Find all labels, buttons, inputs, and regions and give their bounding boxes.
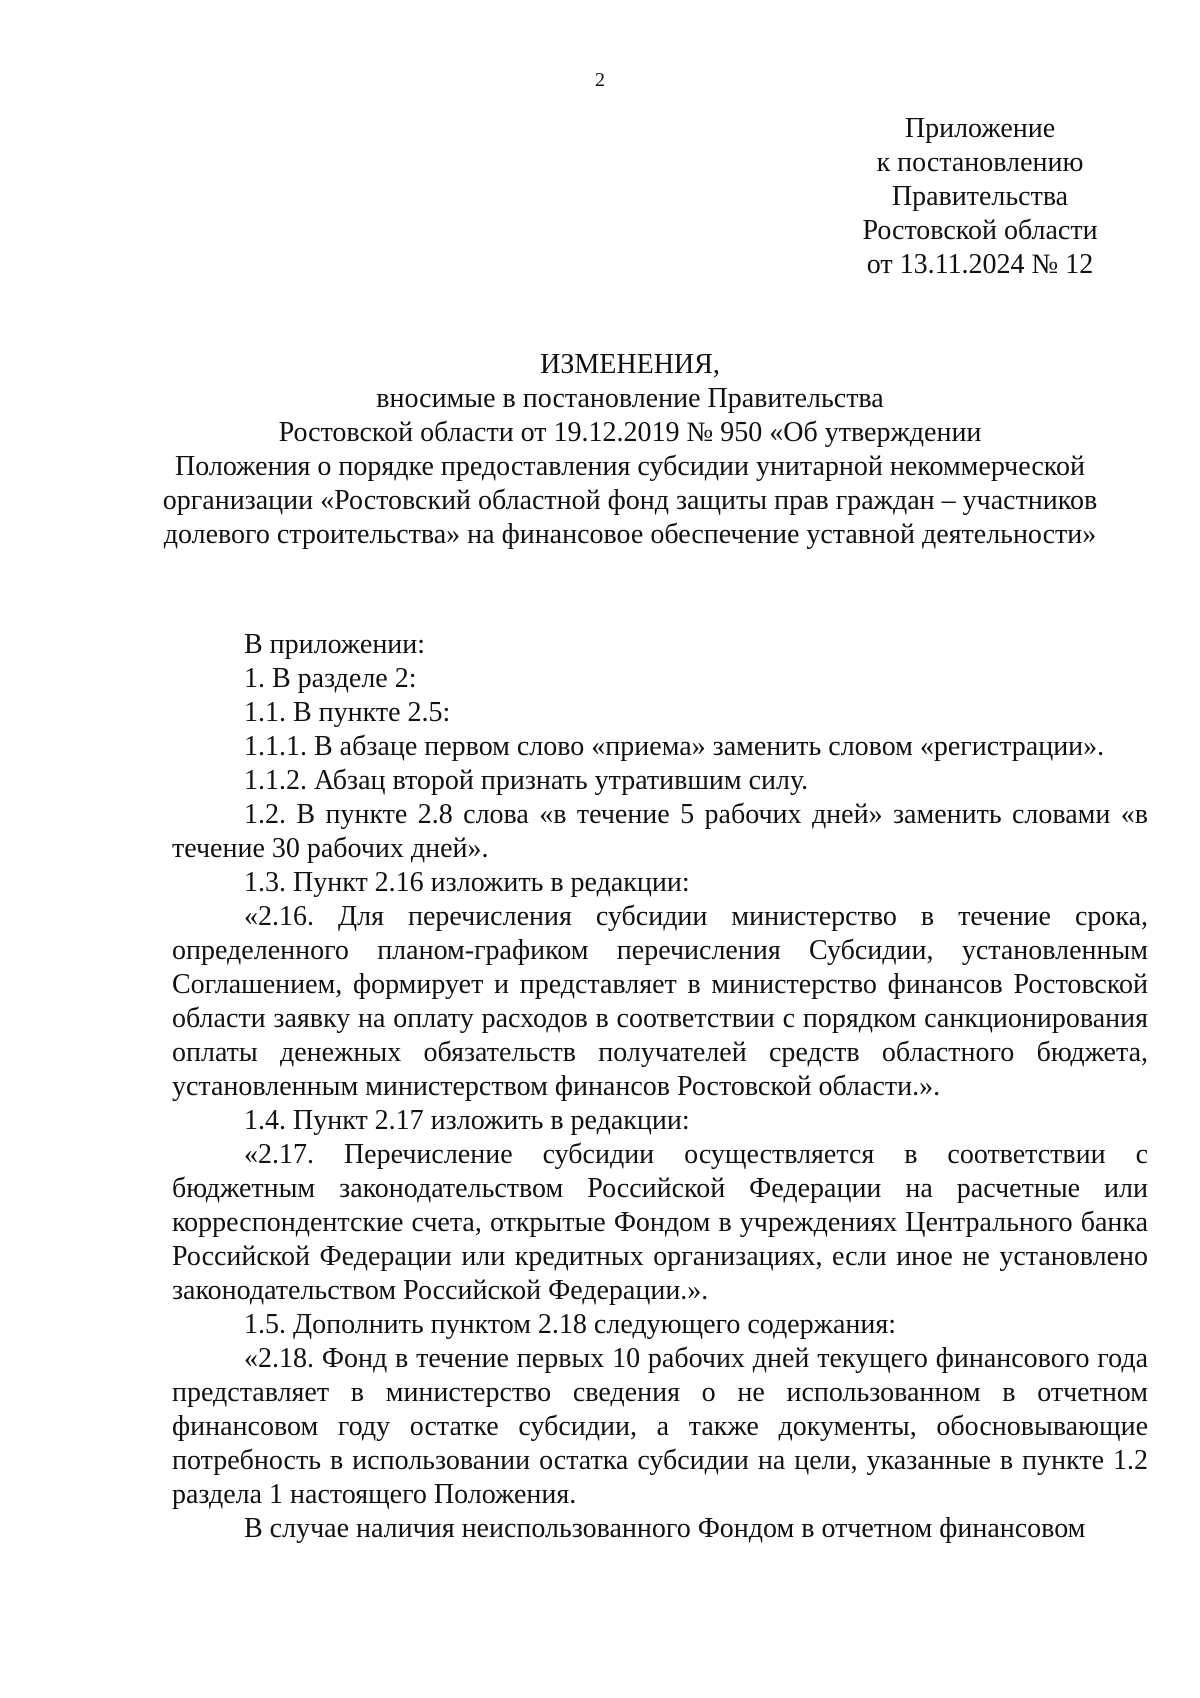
appendix-line: Приложение <box>904 113 1056 144</box>
body-paragraph: 1.5. Дополнить пунктом 2.18 следующего содержания: <box>244 1309 897 1340</box>
appendix-line: Правительства <box>891 181 1069 212</box>
body-paragraph: 1.4. Пункт 2.17 изложить в редакции: <box>244 1105 690 1136</box>
document-body <box>172 628 1148 1546</box>
body-paragraph: 1.1.1. В абзаце первом слово «приема» заменить словом «регистрации». <box>244 731 1105 762</box>
title-line: Положения о порядке предоставления субсидии унитарной некоммерческой <box>175 451 1085 482</box>
body-paragraph: 1.3. Пункт 2.16 изложить в редакции: <box>244 867 690 898</box>
body-paragraph: 1.1. В пункте 2.5: <box>244 697 451 728</box>
body-paragraph: 1.1.2. Абзац второй признать утратившим силу. <box>244 765 809 796</box>
body-paragraph: «2.16. Для перечисления субсидии министерство в течение срока, определенного планом-графиком перечисления Субсидии, установленным Соглашением, формирует и представляет в министерство финансов Ростовской области заявку на оплату расходов в соответствии с порядком санкционирования оплаты денежных обязательств получателей средств областного бюджета, установленным министерством финансов Ростовской области.». <box>172 901 1148 1102</box>
appendix-line: от 13.11.2024 № 12 <box>866 249 1094 280</box>
document-title <box>140 348 1120 552</box>
body-paragraph: В случае наличия неиспользованного Фондом в отчетном финансовом <box>244 1513 1086 1544</box>
appendix-line: Ростовской области <box>862 215 1098 246</box>
body-paragraph: «2.17. Перечисление субсидии осуществляется в соответствии с бюджетным законодательством Российской Федерации на расчетные или корреспондентские счета, открытые Фондом в учреждениях Центрального банка Российской Федерации или кредитных организациях, если иное не установлено законодательством Российской Федерации.». <box>172 1139 1148 1306</box>
body-paragraph: В приложении: <box>244 629 426 660</box>
title-heading: ИЗМЕНЕНИЯ, <box>540 349 720 380</box>
title-line: организации «Ростовский областной фонд защиты прав граждан – участников <box>162 485 1098 516</box>
title-line: Ростовской области от 19.12.2019 № 950 «Об утверждении <box>278 417 982 448</box>
body-paragraph: «2.18. Фонд в течение первых 10 рабочих дней текущего финансового года представляет в министерство сведения о не использованном в отчетном финансовом году остатке субсидии, а также документы, обосновывающие потребность в использовании остатка субсидии на цели, указанные в пункте 1.2 раздела 1 настоящего Положения. <box>172 1343 1148 1510</box>
page-number: 2 <box>595 69 605 91</box>
appendix-line: к постановлению <box>876 147 1084 178</box>
appendix-header <box>830 112 1130 282</box>
title-line: долевого строительства» на финансовое обеспечение уставной деятельности» <box>163 519 1097 550</box>
body-paragraph: 1. В разделе 2: <box>244 663 417 694</box>
body-paragraph: 1.2. В пункте 2.8 слова «в течение 5 рабочих дней» заменить словами «в течение 30 рабочих дней». <box>172 799 1148 864</box>
title-line: вносимые в постановление Правительства <box>376 383 884 414</box>
